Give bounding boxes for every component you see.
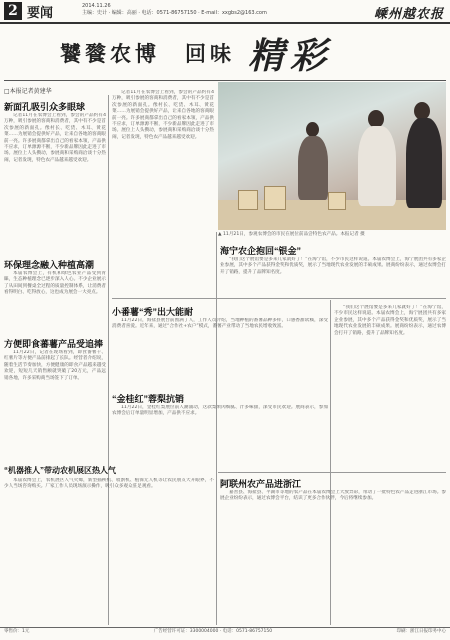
issue-date: 2014.11.26	[82, 3, 111, 9]
headline-machinery: “机器推人”带动农机展区热人气	[4, 466, 116, 475]
feature-banner	[0, 26, 450, 80]
headline-small-potato: 小番薯“秀”出大能耐	[112, 307, 194, 317]
photo-caption: ▲ 11月21日，参观农博会的市民在展位前品尝特色农产品。本报记者 摄	[218, 232, 365, 237]
banner-rule	[4, 80, 446, 81]
photo-product-jar	[264, 186, 286, 210]
page-footer	[0, 627, 450, 640]
editor-contact: 主编：史计 · 编辑：高丽 · 电话：0571-86757150 · E-mail：xxgbs2@163.com	[82, 10, 267, 16]
article-body: 11月22日，海盐县展台前围满了人，工作人员介绍，当地种植的番薯品种多样，口感香甜软糯，深受消费者喜爱。近年来，通过“合作社+农户”模式，番薯产业带动了当地农民增收致富。	[112, 318, 328, 330]
article-body: 嘉善县、海盐县、平湖市等地的农产品在本届农博会上大放异彩，带动了一批特色农产品走进浙江市场。参展企业纷纷表示，通过农博会平台，结识了更多合作伙伴，今后将继续参加。	[220, 490, 446, 502]
article-body-continued: 记者11月在农博会上看到，参会的产品约有4万种，吸引参展的客商和消费者，其中有不少是首次参展的新面孔。像村长、吃货、木耳、黄花菜……为展销会提供好产品，让来自各地的客商眼前一亮。许多展商都拿出自己的看家本领，产品供不应求，订单源源不断，不少新品牌因此走进了市场。展位上人头攒动，参展商和采购商洽谈十分热闹，记者发现，特色农产品越来越受欢迎。	[112, 90, 214, 140]
photo-person-head	[306, 122, 319, 137]
headline-eco-planting: 环保理念融入种植高潮	[4, 260, 95, 270]
photo-product-jar	[328, 192, 346, 210]
masthead	[0, 0, 450, 24]
headline-regional-produce: 阿联州农产品进浙江	[220, 479, 302, 489]
headline-sweet-potato: 方便即食蕃薯产品受追捧	[4, 339, 104, 349]
article-body: 11月22日，金桂红梨展位前人潮涌动，这款梨果肉细腻、汁多味甜，深受市民欢迎。展商表示，参加农博会后订单量明显增加，产品供不应求。	[112, 405, 328, 417]
photo-product-jar	[238, 190, 258, 210]
headline-new-faces: 新面孔吸引众多眼球	[4, 102, 86, 112]
photo-person-body	[298, 136, 328, 200]
banner-calligraphy: 精彩	[248, 35, 333, 77]
article-body: 11月22日，记者在现场看到，即食番薯干、红薯片等方便产品前排起了长队。经营者介绍说，随着生活节奏加快，方便健康的即食产品越来越受欢迎，短短几天销售额就突破了20万元，产品远销各地，许多采购商当场签下了订单。	[4, 350, 106, 381]
headline-golden-pear: “金桂红”蓉梨抗销	[112, 394, 185, 404]
page-number: 2	[4, 2, 22, 20]
photo-person-body	[406, 118, 442, 208]
reporter-byline: □本报记者黄建华	[4, 88, 52, 95]
article-body: 本届农博会上，有机和绿色农业产品受到青睐，生态种植理念已逐步深入人心。不少企业展示了从田间到餐桌全过程的质量控制体系，让消费者看得明白、吃得放心，这也成为展会一大亮点。	[4, 271, 106, 296]
section-rule	[112, 298, 446, 299]
paper-name: 嵊州越农报	[373, 7, 444, 22]
photo-person-body	[358, 126, 396, 206]
expo-photo	[218, 82, 446, 230]
section-rule	[218, 472, 446, 473]
article-body-continued: “我们这个展馆要是多来几家就好了！”在海宁馆，不少市民这样说道。本届农博会上，海宁展团共有多家企业参展，其中多个产品获得金奖和优质奖，展示了当地现代农业发展的丰硕成果。展商纷纷表示，通过农博会打开了销路，提升了品牌知名度。	[334, 305, 446, 336]
footer-price: 零售价：1元	[4, 629, 30, 634]
headline-haining: 海宁农企抱回“银金”	[220, 246, 302, 256]
section-name: 要闻	[27, 6, 54, 21]
banner-title: 饕餮农博 回味	[60, 41, 235, 66]
footer-printer: 印刷：浙江日报印务中心	[396, 629, 446, 634]
article-body: “我们这个展馆要是多来几家就好了！”在海宁馆，不少市民这样说道。本届农博会上，海宁展团共有多家企业参展，其中多个产品获得金奖和优质奖，展示了当地现代农业发展的丰硕成果。展商纷纷表示，通过农博会打开了销路，提升了品牌知名度。	[220, 257, 446, 275]
article-body: 记者11月在农博会上看到，参会的产品约有4万种，吸引参展的客商和消费者，其中有不少是首次参展的新面孔。像村长、吃货、木耳、黄花菜……为展销会提供好产品，让来自各地的客商眼前一亮。许多展商都拿出自己的看家本领，产品供不应求，订单源源不断，不少新品牌因此走进了市场。展位上人头攒动，参展商和采购商洽谈十分热闹，记者发现，特色农产品越来越受欢迎。	[4, 113, 106, 163]
masthead-meta	[82, 3, 312, 17]
article-body: 本届农博会上，农机展区人气火爆，新型插秧机、收割机、植保无人机等让农民朋友大开眼界，不少人当场咨询购买。厂家工作人员现场演示操作，吸引众多观众驻足观看。	[4, 478, 214, 490]
footer-license: 广告经营许可证：3300004000 · 电话：0571-86757150	[153, 629, 273, 634]
